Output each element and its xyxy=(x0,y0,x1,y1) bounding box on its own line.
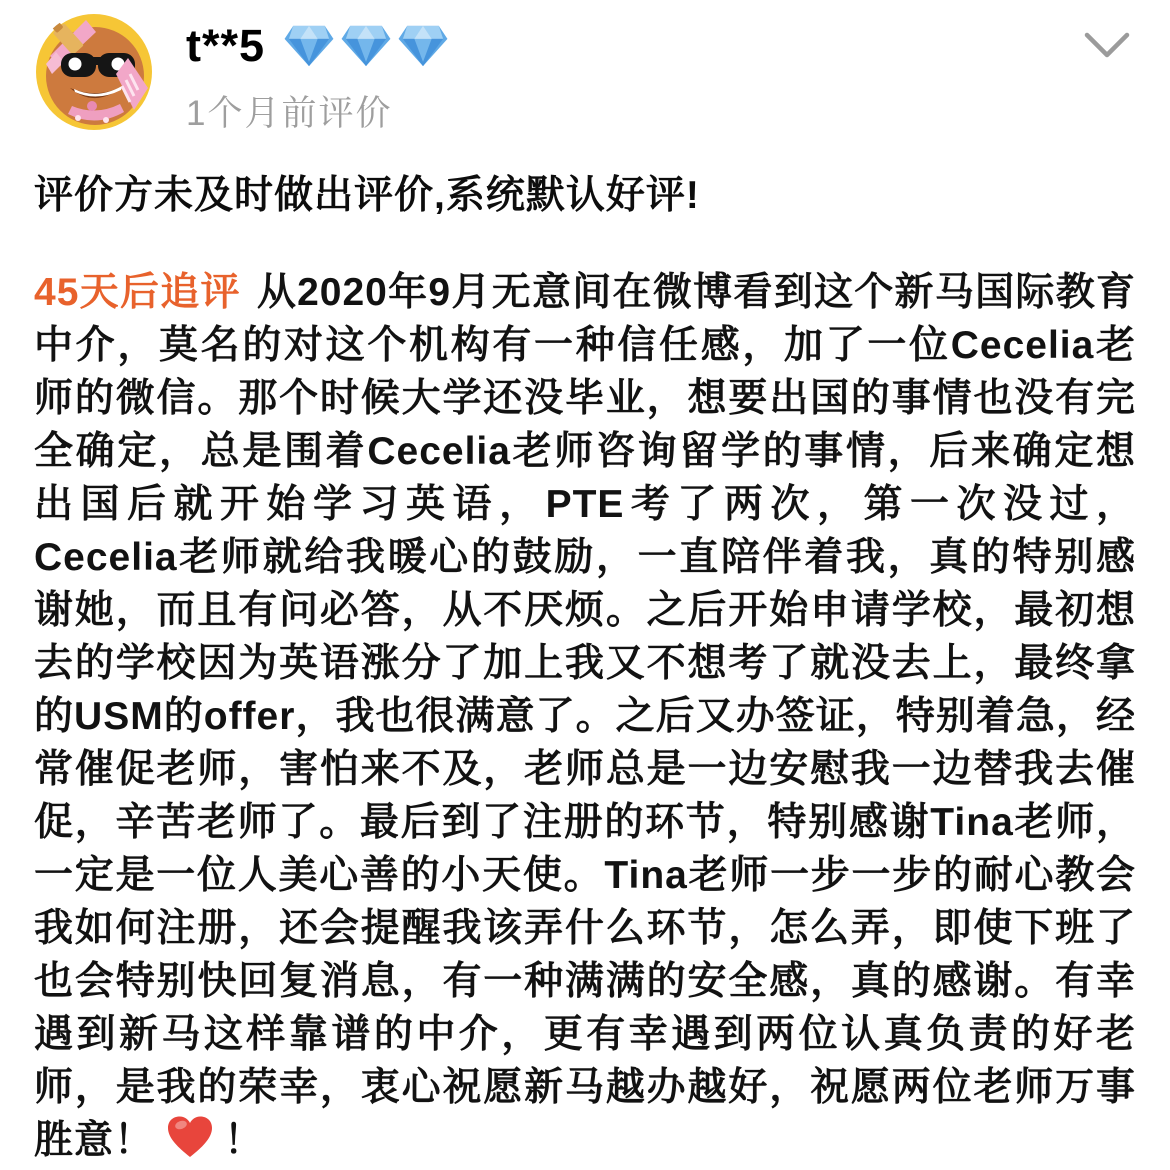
review-timestamp: 1个月前评价 xyxy=(186,94,393,133)
review-header xyxy=(34,12,1136,136)
followup-suffix: ！ xyxy=(224,1119,265,1162)
default-review-notice: 评价方未及时做出评价,系统默认好评! xyxy=(34,174,700,217)
diamond-icon xyxy=(340,23,392,69)
reviewer-username: t**5 xyxy=(186,20,266,71)
reviewer-info xyxy=(186,12,1078,136)
diamond-icon xyxy=(397,23,449,69)
rating-diamonds xyxy=(283,23,449,69)
followup-review xyxy=(34,266,1136,1170)
diamond-icon xyxy=(283,23,335,69)
cookie-character-avatar-image xyxy=(34,12,154,132)
avatar[interactable] xyxy=(34,12,154,132)
chevron-down-icon[interactable] xyxy=(1078,26,1136,71)
followup-label: 45天后追评 xyxy=(34,271,241,314)
followup-text: 从2020年9月无意间在微博看到这个新马国际教育中介，莫名的对这个机构有一种信任感，加了一位Cecelia老师的微信。那个时候大学还没毕业，想要出国的事情也没有完全确定，总是围着Cecelia老师咨询留学的事情，后来确定想出国后就开始学习英语，PTE考了两次，第一次没过，Cecelia老师就给我暖心的鼓励，一直陪伴着我，真的特别感谢她，而且有问必答，从不厌烦。之后开始申请学校，最初想去的学校因为英语涨分了加上我又不想考了就没去上，最终拿的USM的offer，我也很满意了。之后又办签证，特别着急，经常催促老师，害怕来不及，老师总是一边安慰我一边替我去催促，辛苦老师了。最后到了注册的环节，特别感谢Tina老师，一定是一位人美心善的小天使。Tina老师一步一步的耐心教会我如何注册，还会提醒我该弄什么环节，怎么弄，即使下班了也会特别快回复消息，有一种满满的安全感，真的感谢。有幸遇到新马这样靠谱的中介，更有幸遇到两位认真负责的好老师，是我的荣幸，衷心祝愿新马越办越好，祝愿两位老师万事胜意！ xyxy=(34,271,1136,1162)
red-heart-icon xyxy=(166,1115,214,1170)
